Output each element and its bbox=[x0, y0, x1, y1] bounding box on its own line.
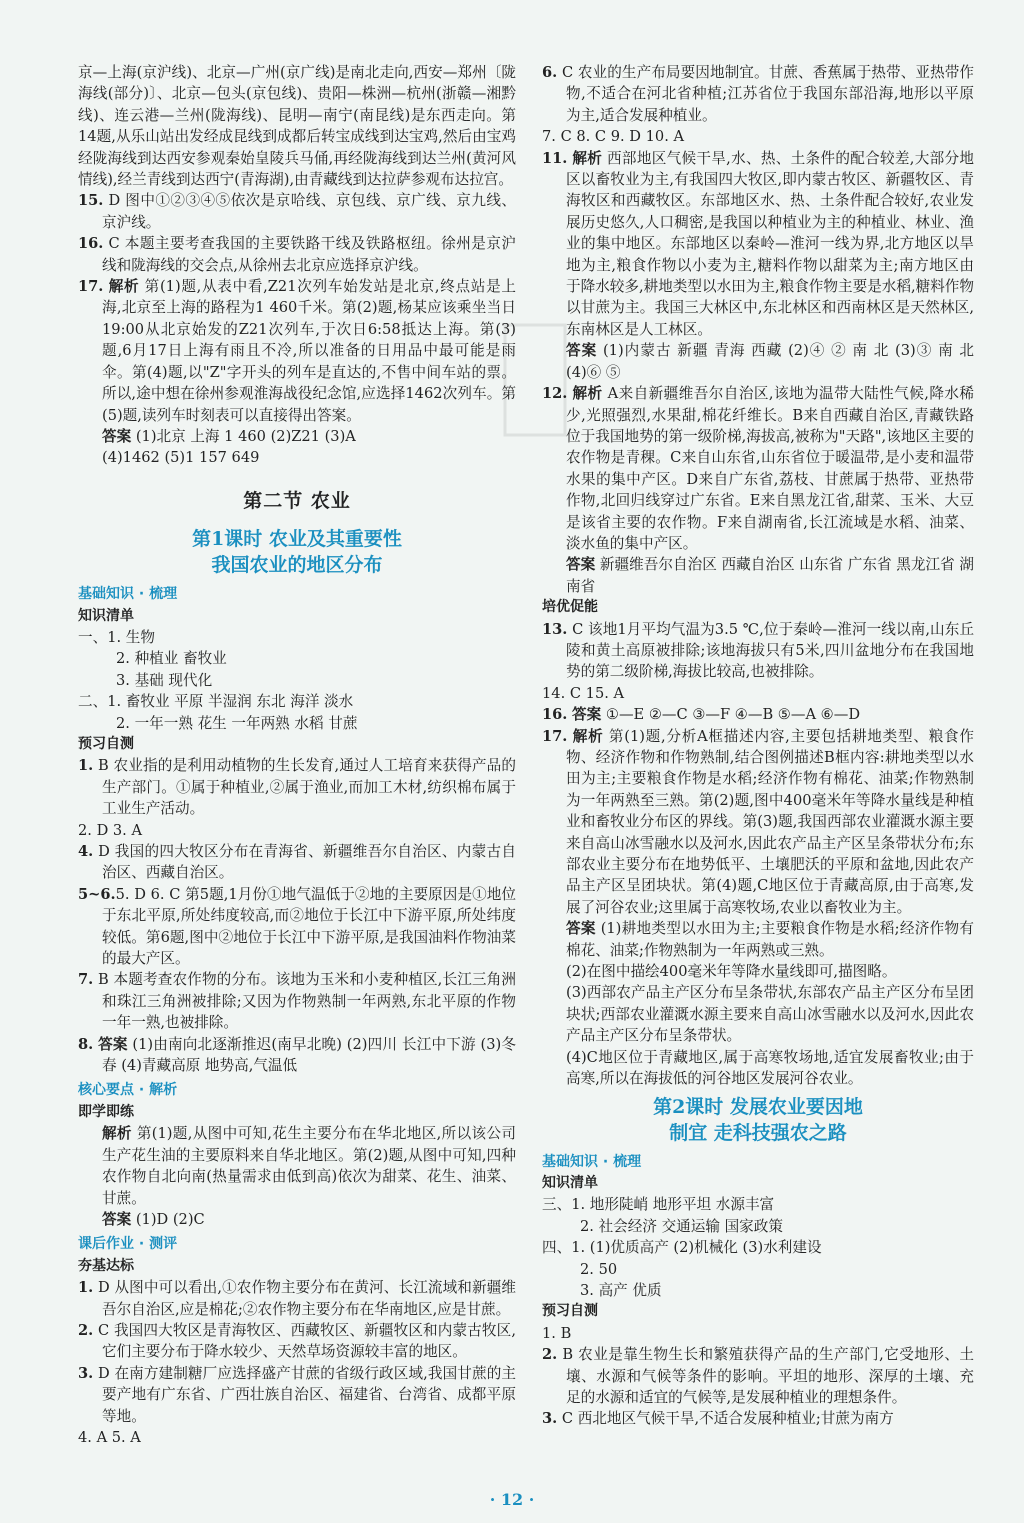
questions-14-15: 14. C 15. A bbox=[542, 684, 625, 702]
preview-q7: 7. B 本题考查农作物的分布。该地为玉米和小麦种植区,长江三角洲和珠江三角洲被排除;又因为作物熟制一年两熟,东北平原的作物一年一熟,也被排除。 bbox=[78, 971, 516, 1032]
heading-yuxi: 预习自测 bbox=[78, 735, 134, 752]
homework-q2: 2. C 我国四大牧区是青海牧区、西藏牧区、新疆牧区和内蒙古牧区,它们主要分布于降水较少、天然草场资源较丰富的地区。 bbox=[78, 1321, 516, 1361]
section-title: 第二节 农业 bbox=[243, 489, 351, 512]
question-16-right: 16. 答案 ①—E ②—C ③—F ④—B ⑤—A ⑥—D bbox=[542, 706, 861, 724]
knowledge-line: 2. 50 bbox=[580, 1260, 618, 1278]
question-11-answer: 答案 (1)内蒙古 新疆 青海 西藏 (2)④ ② 南 北 (3)③ 南 北 (4)⑥ ⑤ bbox=[566, 342, 974, 381]
preview2-q3: 3. C 西北地区气候干旱,不适合发展种植业;甘蔗为南方 bbox=[542, 1410, 894, 1428]
question-16: 16. C 本题主要考查我国的主要铁路干线及铁路枢纽。徐州是京沪线和陇海线的交会点,从徐州去北京应选择京沪线。 bbox=[78, 235, 517, 274]
heading-zhishi-2: 知识清单 bbox=[542, 1174, 598, 1191]
right-column bbox=[542, 62, 974, 1430]
heading-jichu-2: 基础知识 · 梳理 bbox=[542, 1153, 642, 1170]
question-6: 6. C 农业的生产布局要因地制宜。甘蔗、香蕉属于热带、亚热带作物,不适合在河北省种植;江苏省位于我国东部沿海,地形以平原为主,适合发展种植业。 bbox=[542, 64, 975, 124]
homework-q3: 3. D 在南方建制糖厂应选择盛产甘蔗的省级行政区域,我国甘蔗的主要产地有广东省、广西壮族自治区、福建省、台湾省、成都平原等地。 bbox=[78, 1364, 516, 1425]
question-17-right-answer: (3)西部农产品主产区分布呈条带状,东部农产品主产区分布呈团块状;西部农业灌溉水源主要来自高山冰雪融水以及河水,因此农产品主产区分布呈条带状。 bbox=[566, 984, 974, 1045]
preview-q2-3: 2. D 3. A bbox=[78, 821, 143, 839]
question-12-answer: 答案 新疆维吾尔自治区 西藏自治区 山东省 广东省 黑龙江省 湖南省 bbox=[566, 556, 974, 595]
lesson2-title: 第2课时 发展农业要因地 制宜 走科技强农之路 bbox=[653, 1095, 863, 1144]
heading-kehou: 课后作业 · 测评 bbox=[78, 1236, 178, 1253]
knowledge-line: 3. 高产 优质 bbox=[580, 1281, 662, 1299]
homework-q1: 1. D 从图中可以看出,①农作物主要分布在黄河、长江流域和新疆维吾尔自治区,应是棉花;②农作物主要分布在华南地区,应是甘蔗。 bbox=[78, 1279, 516, 1318]
knowledge-line: 2. 一年一熟 花生 一年两熟 水稻 甘蔗 bbox=[116, 714, 358, 732]
lesson1-title: 第1课时 农业及其重要性 我国农业的地区分布 bbox=[192, 528, 402, 577]
heading-jixue: 即学即练 bbox=[78, 1103, 134, 1120]
preview-q5-6: 5~6.5. D 6. C 第5题,1月份①地气温低于②地的主要原因是①地位于东北平原,所处纬度较高,而②地位于长江中下游平原,所处纬度较低。第6题,图中②地位于长江中下游平原,是我国油料作物油菜的最大产区。 bbox=[78, 885, 516, 968]
question-17-right-answer: 答案 (1)耕地类型以水田为主;主要粮食作物是水稻;经济作物有棉花、油菜;作物熟制为一年两熟或三熟。 bbox=[566, 920, 974, 959]
heading-yuxi-2: 预习自测 bbox=[542, 1303, 598, 1320]
knowledge-line: 2. 社会经济 交通运输 国家政策 bbox=[580, 1217, 783, 1235]
knowledge-line: 一、1. 生物 bbox=[78, 628, 155, 646]
preview-q8: 8. 答案 (1)由南向北逐渐推迟(南早北晚) (2)四川 长江中下游 (3)冬 春 (4)青藏高原 地势高,气温低 bbox=[78, 1035, 516, 1075]
question-11: 11. 解析 西部地区气候干旱,水、热、土条件的配合较差,大部分地区以畜牧业为主,有我国四大牧区,即内蒙古牧区、新疆牧区、青海牧区和西藏牧区。东部地区水、热、土条件配合较好,农业发展历史悠久,人口稠密,是我国以种植业为主的种植业、林业、渔业的集中地区。东部地区以秦岭—淮河一线为界,北方地区以旱地为主,粮食作物以小麦为主,糖料作物以甜菜为主;南方地区由于降水较多,耕地类型以水田为主,粮食作物主要是水稻,糖料作物以甘蔗为主。我国三大林区中,东北林区和西南林区是天然林区,东南林区是人工林区。 bbox=[542, 149, 974, 338]
knowledge-line: 二、1. 畜牧业 平原 半湿润 东北 海洋 淡水 bbox=[78, 693, 354, 711]
question-17-right-answer: (4)C地区位于青藏地区,属于高寒牧场地,适宜发展畜牧业;由于高寒,所以在海拔低的河谷地区发展河谷农业。 bbox=[566, 1048, 974, 1088]
heading-hexin: 核心要点 · 解析 bbox=[78, 1082, 178, 1099]
question-17-answer: 答案 (1)北京 上海 1 460 (2)Z21 (3)A bbox=[102, 427, 356, 445]
question-17-right: 17. 解析 第(1)题,分析A框描述内容,主要包括耕地类型、粮食作物、经济作物和作物熟制,结合图例描述B框内容:耕地类型以水田为主;主要粮食作物是水稻;经济作物有棉花、油菜;作物熟制为一年两熟至三熟。第(2)题,图中400毫米年等降水量线是种植业和畜牧业分布区的界线。第(3)题,我国西部农业灌溉水源主要来自高山冰雪融水以及河水,因此农产品主产区呈条带状分布;东部农业主要分布在地势低平、土壤肥沃的平原和盆地,因此农产品主产区呈团块状。第(4)题,C地区位于青藏高原,由于高寒,发展了河谷农业;这里属于高寒牧场,农业以畜牧业为主。 bbox=[542, 727, 974, 916]
knowledge-line: 四、1. (1)优质高产 (2)机械化 (3)水利建设 bbox=[542, 1239, 822, 1257]
knowledge-line: 3. 基础 现代化 bbox=[116, 671, 213, 689]
practice-explanation: 解析 第(1)题,从图中可知,花生主要分布在华北地区,所以该公司生产花生油的主要原料来自华北地区。第(2)题,从图中可知,四种农作物自北向南(热量需求由低到高)依次为甜菜、花生、油菜、甘蔗。 bbox=[102, 1125, 516, 1207]
practice-answer: 答案 (1)D (2)C bbox=[102, 1210, 205, 1228]
preview2-q2: 2. B 农业是靠生物生长和繁殖获得产品的生产部门,它受地形、土壤、水源和气候等条件的影响。平坦的地形、深厚的土壤、充足的水源和适宜的气候等,是发展种植业的理想条件。 bbox=[542, 1346, 974, 1406]
question-17-right-answer: (2)在图中描绘400毫米年等降水量线即可,描图略。 bbox=[566, 963, 897, 981]
question-17-answer-cont: (4)1462 (5)1 157 649 bbox=[102, 449, 260, 467]
question-15: 15. D 图中①②③④⑤依次是京哈线、京包线、京广线、京九线、京沪线。 bbox=[78, 192, 516, 231]
paragraph-q14-explanation: 京—上海(京沪线)、北京—广州(京广线)是南北走向,西安—郑州〔陇海线(部分)〕、北京—包头(京包线)、贵阳—株洲—杭州(浙赣—湘黔线)、连云港—兰州(陇海线)、昆明—南宁(南昆线)是东西走向。第14题,从乐山站出发经成昆线到成都后转宝成线到达宝鸡,然后由宝鸡经陇海线到达西安参观秦始皇陵兵马俑,再经陇海线到达兰州(黄河风情线),经兰青线到达西宁(青海湖),由青藏线到达拉萨参观布达拉宫。 bbox=[78, 64, 516, 189]
questions-7-10: 7. C 8. C 9. D 10. A bbox=[542, 128, 685, 146]
preview2-q1: 1. B bbox=[542, 1324, 572, 1342]
heading-kuaji: 夯基达标 bbox=[78, 1257, 134, 1274]
knowledge-line: 三、1. 地形陡峭 地形平坦 水源丰富 bbox=[542, 1196, 775, 1214]
heading-peiyou: 培优促能 bbox=[542, 599, 598, 616]
question-17: 17. 解析 第(1)题,从表中看,Z21次列车始发站是北京,终点站是上海,北京至上海的路程为1 460千米。第(2)题,杨某应该乘坐当日19:00从北京始发的Z21次列车,于次日6:58抵达上海。第(3)题,6月17日上海有雨且不冷,所以准备的日用品中最可能是雨伞。第(4)题,以"Z"字开头的列车是直达的,不售中间车站的票。所以,途中想在徐州参观淮海战役纪念馆,应选择1462次列车。第(5)题,读列车时刻表可以直接得出答案。 bbox=[78, 278, 516, 424]
homework-q4-5: 4. A 5. A bbox=[78, 1428, 141, 1446]
page-number: · 12 · bbox=[489, 1490, 535, 1509]
knowledge-line: 2. 种植业 畜牧业 bbox=[116, 650, 227, 668]
question-13: 13. C 该地1月平均气温为3.5 ℃,位于秦岭—淮河一线以南,山东丘陵和黄土高原被排除;该地海拔只有5米,四川盆地分布在我国地势的第二级阶梯,海拔比较高,也被排除。 bbox=[542, 620, 975, 681]
heading-jichu: 基础知识 · 梳理 bbox=[78, 586, 178, 603]
preview-q4: 4. D 我国的四大牧区分布在青海省、新疆维吾尔自治区、内蒙古自治区、西藏自治区。 bbox=[78, 843, 517, 882]
left-column bbox=[78, 62, 516, 1448]
preview-q1: 1. B 农业指的是利用动植物的生长发育,通过人工培育来获得产品的生产部门。①属于种植业,②属于渔业,而加工木材,纺织棉布属于工业生产活动。 bbox=[78, 757, 516, 818]
question-12: 12. 解析 A来自新疆维吾尔自治区,该地为温带大陆性气候,降水稀少,光照强烈,水果甜,棉花纤维长。B来自西藏自治区,青藏铁路位于我国地势的第一级阶梯,海拔高,被称为"天路",该地区主要的农作物是青稞。C来自山东省,山东省位于暖温带,是小麦和温带水果的集中产区。D来自广东省,荔枝、甘蔗属于热带、亚热带作物,北回归线穿过广东省。E来自黑龙江省,甜菜、玉米、大豆是该省主要的农作物。F来自湖南省,长江流域是水稻、油菜、淡水鱼的集中产区。 bbox=[542, 385, 974, 552]
heading-zhishi: 知识清单 bbox=[78, 607, 134, 624]
